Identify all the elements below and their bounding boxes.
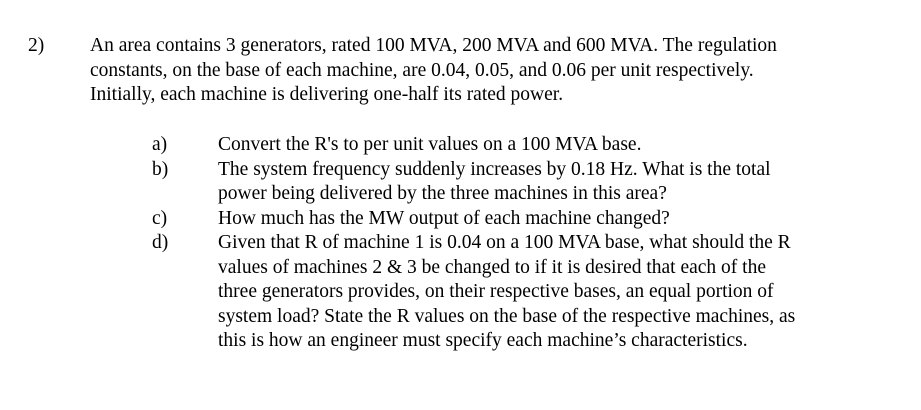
- part-text: [218, 207, 912, 232]
- part-label: d): [152, 232, 169, 253]
- part-line: system load? State the R values on the base of the respective machines, as: [218, 305, 796, 327]
- intro-line: An area contains 3 generators, rated 100 MVA, 200 MVA and 600 MVA. The regulation: [90, 35, 777, 56]
- part-label: c): [152, 207, 168, 229]
- part-line: this is how an engineer must specify each machine’s characteristics.: [218, 330, 748, 351]
- part-text: [218, 231, 912, 354]
- part-b: [152, 158, 912, 207]
- part-text: [218, 133, 912, 158]
- intro-line: Initially, each machine is delivering one-half its rated power.: [90, 84, 564, 105]
- part-line: Convert the R's to per unit values on a 100 MVA base.: [218, 134, 642, 155]
- part-line: Given that R of machine 1 is 0.04 on a 100 MVA base, what should the R: [218, 232, 791, 253]
- part-label: b): [152, 158, 169, 180]
- problem-intro: [90, 34, 890, 108]
- part-line: The system frequency suddenly increases by 0.18 Hz. What is the total: [218, 158, 771, 180]
- intro-line: constants, on the base of each machine, are 0.04, 0.05, and 0.06 per unit respectively.: [90, 59, 754, 81]
- part-line: power being delivered by the three machines in this area?: [218, 183, 667, 204]
- part-line: How much has the MW output of each machine changed?: [218, 207, 670, 229]
- part-a: [152, 133, 912, 158]
- problem-parts-list: [152, 133, 912, 354]
- part-label: a): [152, 134, 168, 155]
- problem-number: 2): [28, 35, 45, 56]
- part-text: [218, 158, 912, 207]
- part-c: [152, 207, 912, 232]
- part-line: three generators provides, on their respective bases, an equal portion of: [218, 281, 774, 302]
- part-line: values of machines 2 & 3 be changed to if it is desired that each of the: [218, 256, 766, 278]
- part-d: [152, 231, 912, 354]
